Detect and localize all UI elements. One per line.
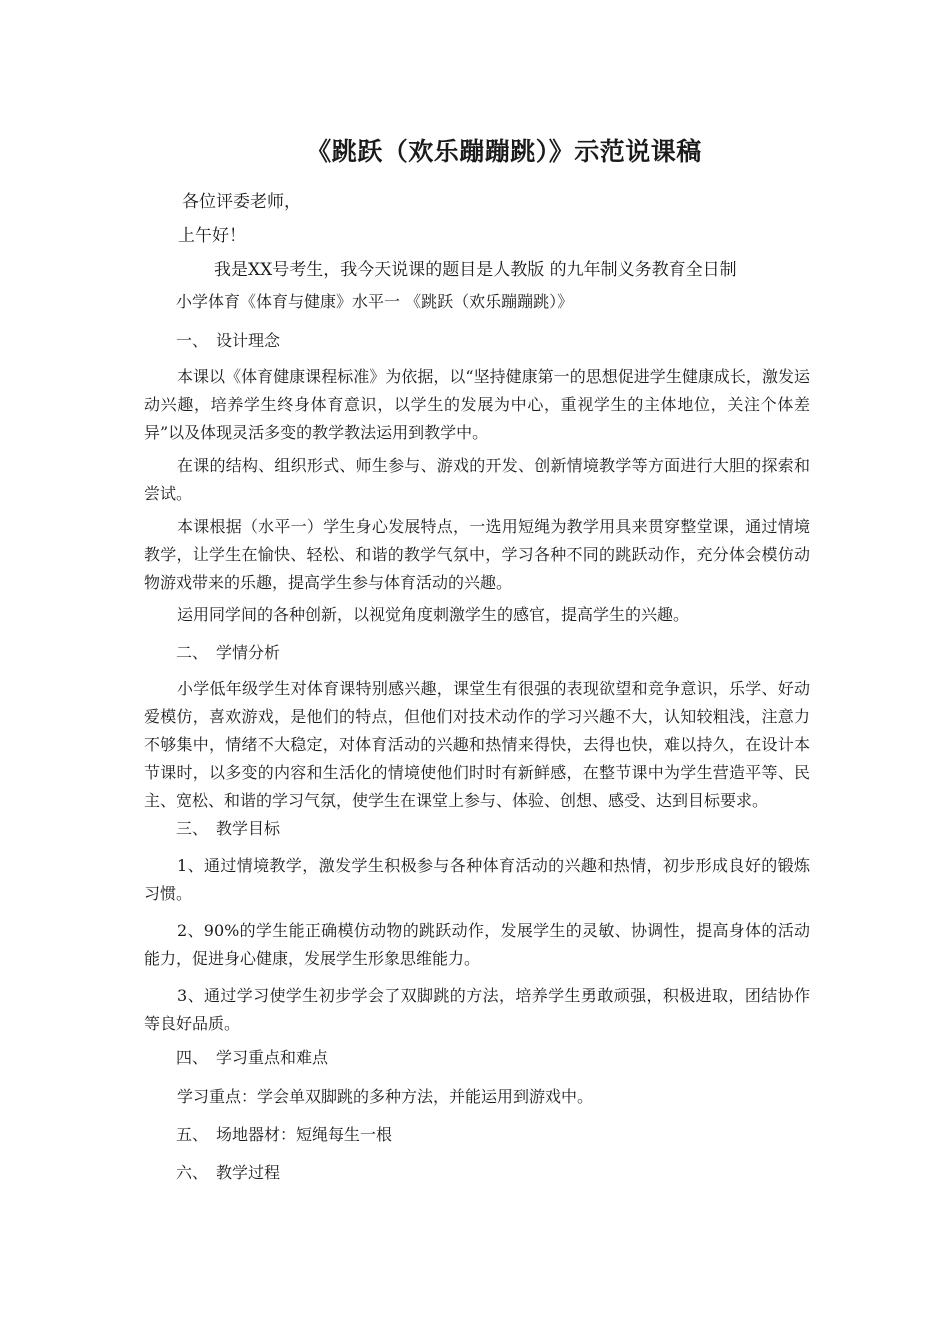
design-paragraph-1: 本课以《体育健康课程标准》为依据，以“坚持健康第一的思想促进学生健康成长，激发运动兴趣，培养学生终身体育意识，以学生的发展为中心，重视学生的主体地位，关注个体差异”以及体现灵活多变的教学教法运用到教学中。 xyxy=(144,367,810,442)
greeting-line-2: 上午好！ xyxy=(178,226,246,246)
section-heading-6 xyxy=(176,1160,280,1186)
section-title: 设计理念 xyxy=(216,331,281,350)
section-number: 二、 xyxy=(176,643,209,662)
section-heading-1 xyxy=(176,328,280,354)
key-point-paragraph: 学习重点：学会单双脚跳的多种方法，并能运用到游戏中。 xyxy=(177,1087,594,1106)
goal-item-2: 2、90%的学生能正确模仿动物的跳跃动作，发展学生的灵敏、协调性，提高身体的活动能力，促进身心健康，发展学生形象思维能力。 xyxy=(144,921,810,968)
intro-line-1: 我是XX号考生，我今天说课的题目是人教版 的九年制义务教育全日制 xyxy=(214,260,737,280)
section-number: 三、 xyxy=(176,819,209,838)
section-title: 学习重点和难点 xyxy=(216,1048,329,1067)
intro-line-2: 小学体育《体育与健康》水平一 《跳跃（欢乐蹦蹦跳）》 xyxy=(176,292,574,311)
section-number: 六、 xyxy=(176,1163,209,1182)
greeting-line-1: 各位评委老师， xyxy=(182,192,301,212)
section-title: 教学目标 xyxy=(216,819,281,838)
section-heading-4 xyxy=(176,1045,328,1071)
section-title: 场地器材：短绳每生一根 xyxy=(216,1125,393,1144)
section-heading-3 xyxy=(176,816,280,842)
section-number: 四、 xyxy=(176,1048,209,1067)
section-heading-5 xyxy=(176,1122,392,1148)
section-title: 教学过程 xyxy=(216,1163,281,1182)
section-heading-2 xyxy=(176,640,280,666)
analysis-paragraph: 小学低年级学生对体育课特别感兴趣，课堂生有很强的表现欲望和竞争意识，乐学、好动爱模仿，喜欢游戏，是他们的特点，但他们对技术动作的学习兴趣不大，认知较粗浅，注意力不够集中，情绪不大稳定，对体育活动的兴趣和热情来得快，去得也快，难以持久，在设计本节课时，以多变的内容和生活化的情境使他们时时有新鲜感，在整节课中为学生营造平等、民主、宽松、和谐的学习气氛，使学生在课堂上参与、体验、创想、感受、达到目标要求。 xyxy=(144,679,810,810)
design-paragraph-4: 运用同学间的各种创新，以视觉角度刺激学生的感官，提高学生的兴趣。 xyxy=(177,605,690,624)
document-title: 《跳跃（欢乐蹦蹦跳）》示范说课稿 xyxy=(306,137,702,166)
section-number: 五、 xyxy=(176,1125,209,1144)
design-paragraph-2: 在课的结构、组织形式、师生参与、游戏的开发、创新情境教学等方面进行大胆的探索和尝试。 xyxy=(144,456,810,503)
design-paragraph-3: 本课根据（水平一）学生身心发展特点，一选用短绳为教学用具来贯穿整堂课，通过情境教学，让学生在愉快、轻松、和谐的教学气氛中，学习各种不同的跳跃动作，充分体会模仿动物游戏带来的乐趣，提高学生参与体育活动的兴趣。 xyxy=(144,517,810,592)
goal-item-3: 3、通过学习使学生初步学会了双脚跳的方法，培养学生勇敢顽强，积极进取，团结协作等良好品质。 xyxy=(144,986,810,1033)
section-title: 学情分析 xyxy=(216,643,281,662)
section-number: 一、 xyxy=(176,331,209,350)
goal-item-1: 1、通过情境教学，激发学生积极参与各种体育活动的兴趣和热情，初步形成良好的锻炼习惯。 xyxy=(144,856,810,903)
